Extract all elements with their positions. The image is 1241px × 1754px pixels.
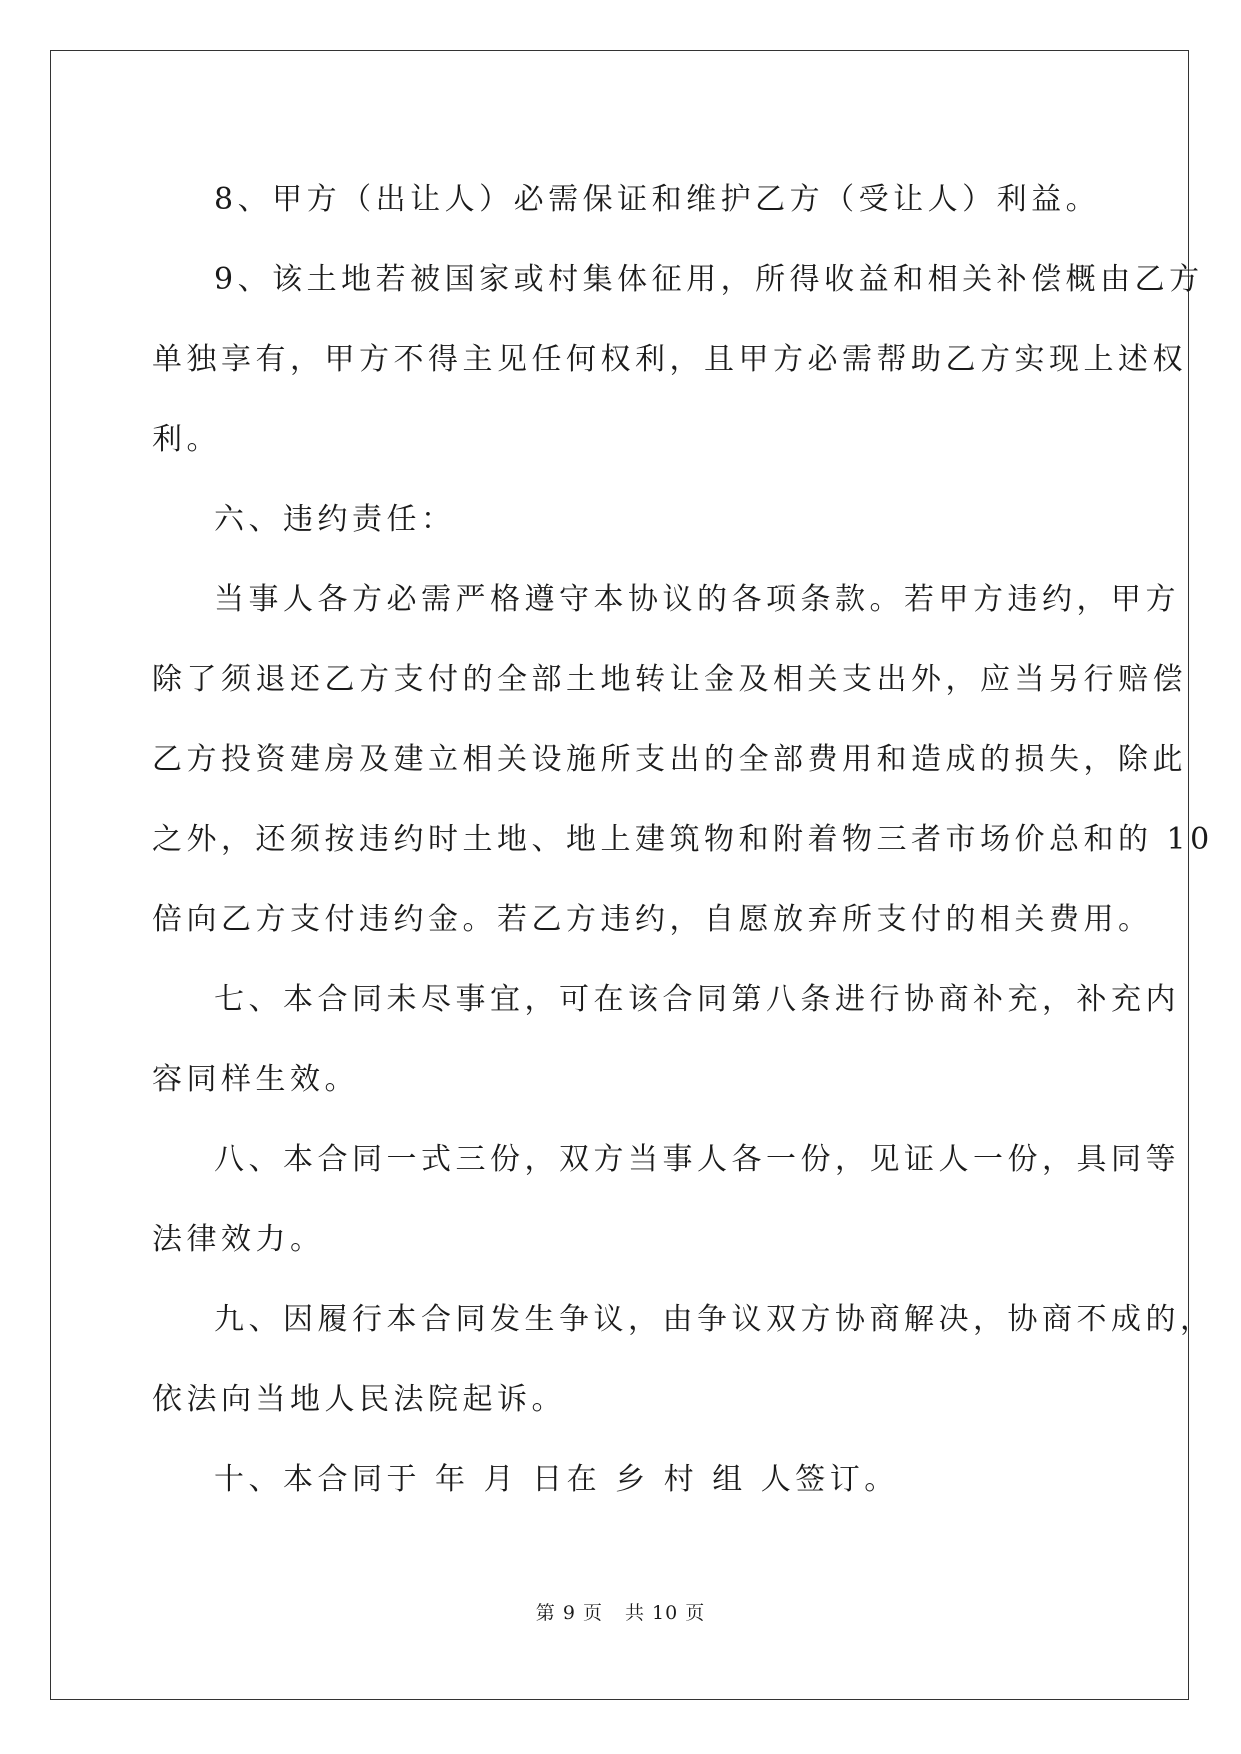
- page-number-total: 共 10 页: [624, 1602, 706, 1624]
- paragraph-line: 七、本合同未尽事宜，可在该合同第八条进行协商补充，补充内: [214, 982, 1180, 1017]
- paragraph-line: 利。: [152, 422, 221, 457]
- paragraph-line: 单独享有，甲方不得主见任何权利，且甲方必需帮助乙方实现上述权: [152, 342, 1187, 377]
- paragraph-line: 当事人各方必需严格遵守本协议的各项条款。若甲方违约，甲方: [214, 582, 1180, 617]
- paragraph-line: 除了须退还乙方支付的全部土地转让金及相关支出外，应当另行赔偿: [152, 662, 1187, 697]
- section-9-paragraph: [152, 1280, 1215, 1440]
- clause-9-paragraph: [152, 240, 1204, 480]
- paragraph-line: 容同样生效。: [152, 1062, 359, 1097]
- paragraph-line: 依法向当地人民法院起诉。: [152, 1382, 566, 1417]
- paragraph-line: 之外，还须按违约时土地、地上建筑物和附着物三者市场价总和的 10: [152, 822, 1214, 857]
- paragraph-line: 八、本合同一式三份，双方当事人各一份，见证人一份，具同等: [214, 1142, 1180, 1177]
- section-6-heading: [152, 480, 1088, 560]
- paragraph-line: 十、本合同于 年 月 日在 乡 村 组 人签订。: [214, 1462, 899, 1497]
- paragraph-line: 倍向乙方支付违约金。若乙方违约，自愿放弃所支付的相关费用。: [152, 902, 1153, 937]
- page-number-current: 第 9 页: [535, 1602, 603, 1624]
- section-10-paragraph: [152, 1440, 1088, 1520]
- paragraph-line: 法律效力。: [152, 1222, 325, 1257]
- paragraph-line: 8、甲方（出让人）必需保证和维护乙方（受让人）利益。: [214, 182, 1101, 217]
- page-footer: [0, 1598, 1241, 1625]
- section-6-body: [152, 560, 1214, 960]
- section-7-paragraph: [152, 960, 1180, 1120]
- paragraph-line: 9、该土地若被国家或村集体征用，所得收益和相关补偿概由乙方: [214, 262, 1204, 297]
- paragraph-line: 乙方投资建房及建立相关设施所支出的全部费用和造成的损失，除此: [152, 742, 1187, 777]
- section-8-paragraph: [152, 1120, 1180, 1280]
- document-body: [152, 160, 1215, 1520]
- paragraph-line: 九、因履行本合同发生争议，由争议双方协商解决，协商不成的，: [214, 1302, 1215, 1337]
- paragraph-line: 六、违约责任：: [214, 502, 456, 537]
- clause-8-paragraph: [152, 160, 1101, 240]
